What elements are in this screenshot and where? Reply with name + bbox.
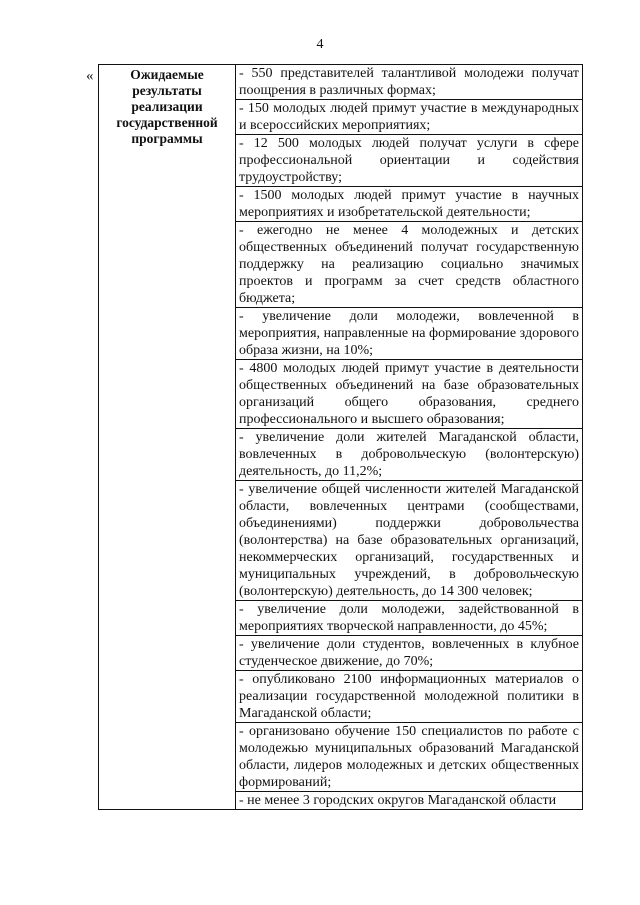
table-row: [99, 65, 583, 810]
list-item: - 150 молодых людей примут участие в международных и всероссийских мероприятиях;: [236, 100, 582, 135]
expected-results-table: [98, 64, 583, 810]
list-item: - организовано обучение 150 специалистов по работе с молодежью муниципальных образований Магаданской области, лидеров молодежных и детских общественных формирований;: [236, 723, 582, 792]
list-item: - увеличение доли молодежи, вовлеченной в мероприятия, направленные на формирование здорового образа жизни, на 10%;: [236, 308, 582, 360]
results-list-cell: [236, 65, 583, 810]
list-item: - увеличение доли молодежи, задействованной в мероприятиях творческой направленности, до 45%;: [236, 601, 582, 636]
list-item: - 12 500 молодых людей получат услуги в сфере профессиональной ориентации и содействия трудоустройству;: [236, 135, 582, 187]
opening-quote-mark: «: [86, 68, 94, 84]
list-item: - увеличение общей численности жителей Магаданской области, вовлеченных центрами (сообществами, объединениями) поддержки добровольчества (волонтерства) на базе образовательных организаций, некоммерческих организаций, государственных и муниципальных учреждений, в добровольческую (волонтерскую) деятельность, до 14 300 человек;: [236, 481, 582, 601]
page-number: 4: [316, 37, 324, 52]
list-item: - 550 представителей талантливой молодежи получат поощрения в различных формах;: [236, 65, 582, 100]
row-label-cell: [99, 65, 236, 810]
list-item: - опубликовано 2100 информационных материалов о реализации государственной молодежной политики в Магаданской области;: [236, 671, 582, 723]
list-item: - 1500 молодых людей примут участие в научных мероприятиях и изобретательской деятельности;: [236, 187, 582, 222]
row-label-line: Ожидаемые: [130, 67, 204, 82]
row-label-line: программы: [131, 131, 203, 146]
list-item: - не менее 3 городских округов Магаданской области: [239, 793, 557, 808]
row-label-line: государственной: [116, 115, 218, 130]
list-item: - ежегодно не менее 4 молодежных и детских общественных объединений получат государственную поддержку на реализацию социально значимых проектов и программ за счет средств областного бюджета;: [236, 222, 582, 308]
list-item: - увеличение доли студентов, вовлеченных в клубное студенческое движение, до 70%;: [236, 636, 582, 671]
list-item: - увеличение доли жителей Магаданской области, вовлеченных в добровольческую (волонтерскую) деятельность, до 11,2%;: [236, 429, 582, 481]
list-item: - 4800 молодых людей примут участие в деятельности общественных объединений на базе образовательных организаций общего образования, среднего профессионального и высшего образования;: [236, 360, 582, 429]
row-label-line: реализации: [131, 99, 203, 114]
row-label-line: результаты: [132, 83, 202, 98]
